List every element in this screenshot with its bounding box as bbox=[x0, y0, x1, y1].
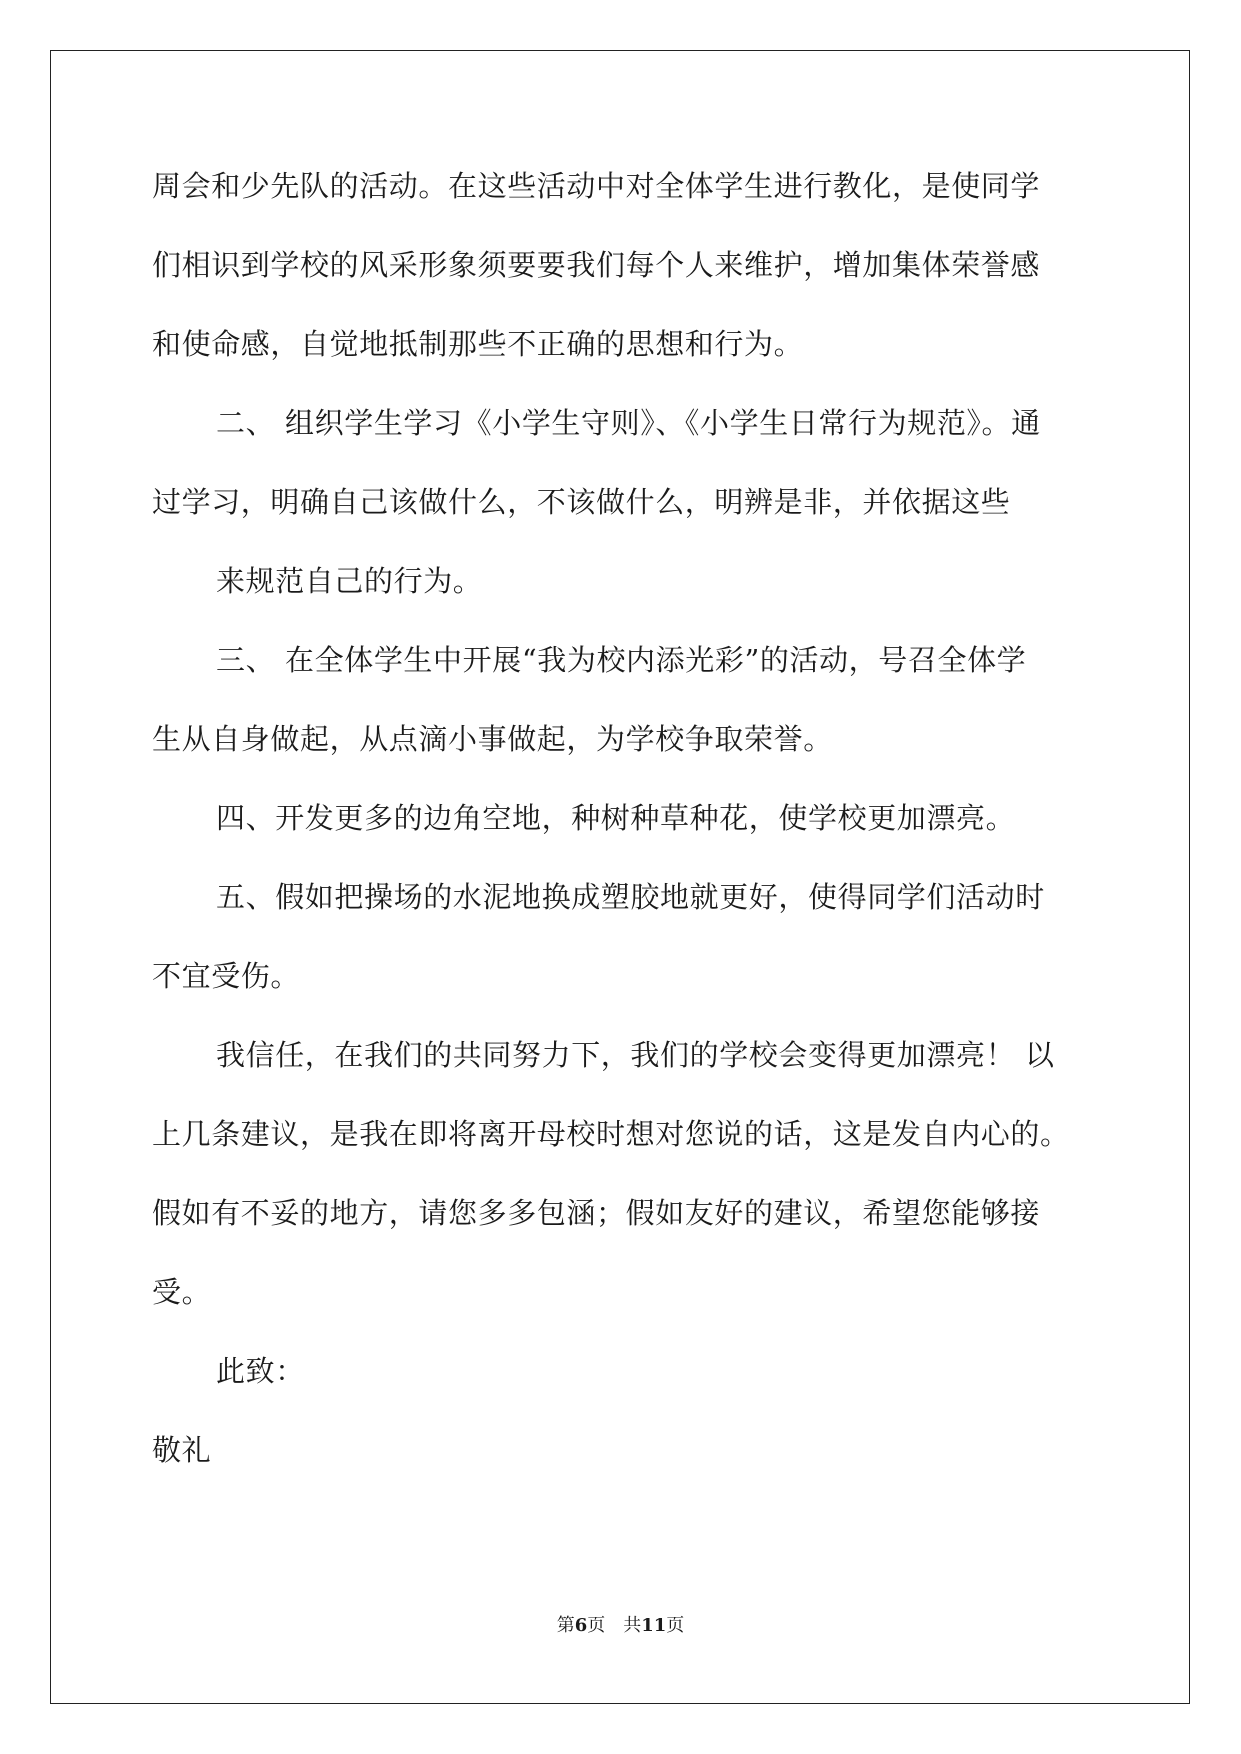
total-prefix: 共 bbox=[623, 1615, 642, 1636]
page-prefix: 第 bbox=[556, 1615, 575, 1636]
text-line: 二、 组织学生学习《小学生守则》、《小学生日常行为规范》。通 bbox=[216, 406, 1041, 440]
total-unit: 页 bbox=[666, 1615, 685, 1636]
text-line: 假如有不妥的地方，请您多多包涵；假如友好的建议，希望您能够接 bbox=[152, 1196, 1041, 1230]
text-line: 敬礼 bbox=[152, 1433, 212, 1467]
text-line: 来规范自己的行为。 bbox=[216, 564, 483, 598]
text-line: 和使命感，自觉地抵制那些不正确的思想和行为。 bbox=[152, 327, 804, 361]
text-line: 不宜受伤。 bbox=[152, 959, 301, 993]
text-line: 周会和少先队的活动。在这些活动中对全体学生进行教化，是使同学 bbox=[152, 169, 1041, 203]
total-pages: 11 bbox=[641, 1615, 667, 1636]
text-line: 受。 bbox=[152, 1275, 212, 1309]
page-unit: 页 bbox=[587, 1615, 606, 1636]
text-line: 我信任，在我们的共同努力下，我们的学校会变得更加漂亮！ 以 bbox=[216, 1038, 1055, 1072]
text-line: 上几条建议，是我在即将离开母校时想对您说的话，这是发自内心的。 bbox=[152, 1117, 1070, 1151]
text-line: 此致： bbox=[216, 1354, 305, 1388]
text-line: 过学习，明确自己该做什么，不该做什么，明辨是非，并依据这些 bbox=[152, 485, 1011, 519]
text-line: 生从自身做起，从点滴小事做起，为学校争取荣誉。 bbox=[152, 722, 833, 756]
text-line: 三、 在全体学生中开展“我为校内添光彩”的活动，号召全体学 bbox=[216, 643, 1027, 677]
text-line: 四、开发更多的边角空地，种树种草种花，使学校更加漂亮。 bbox=[216, 801, 1016, 835]
text-line: 们相识到学校的风采形象须要要我们每个人来维护，增加集体荣誉感 bbox=[152, 248, 1041, 282]
text-line: 五、假如把操场的水泥地换成塑胶地就更好，使得同学们活动时 bbox=[216, 880, 1045, 914]
page-number: 6 bbox=[574, 1615, 588, 1636]
page-footer bbox=[0, 1614, 1241, 1638]
